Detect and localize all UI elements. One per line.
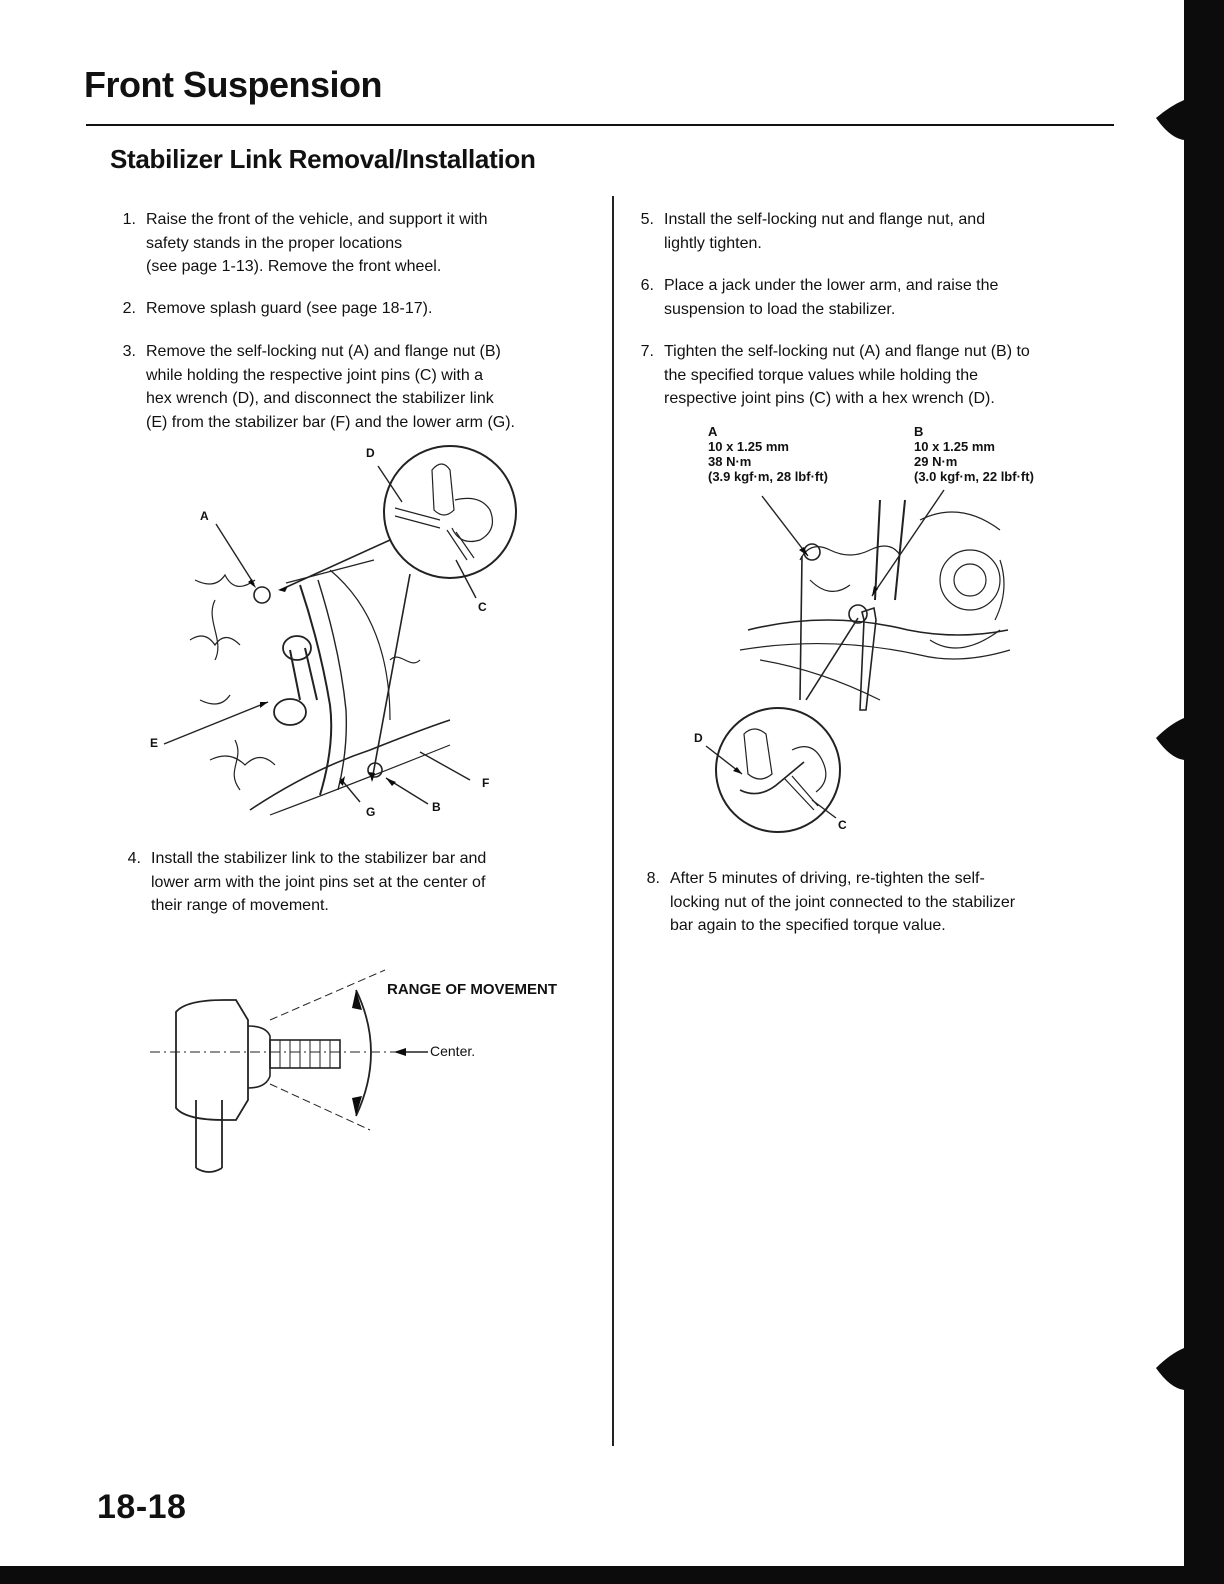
step-number: 7. <box>640 343 654 360</box>
tab-marker-3 <box>1156 1348 1184 1390</box>
figure2-label-d: D <box>694 731 703 745</box>
step-text: Remove splash guard (see page 18-17). <box>146 300 433 317</box>
step-text: Raise the front of the vehicle, and support it with safety stands in the proper locations (see page 1-13). Remove the front wheel. <box>146 211 488 275</box>
range-of-movement-label: RANGE OF MOVEMENT <box>387 981 558 998</box>
step-text: Tighten the self-locking nut (A) and flange nut (B) to the specified torque values while holding the respective joint pins (C) with a hex wrench (D). <box>664 343 1030 407</box>
step-text: Place a jack under the lower arm, and raise the suspension to load the stabilizer. <box>664 277 999 318</box>
figure1-label-f: F <box>482 776 490 790</box>
step-text: Install the stabilizer link to the stabilizer bar and lower arm with the joint pins set at the center of their range of movement. <box>151 850 487 914</box>
step-number: 3. <box>122 343 136 360</box>
procedure-title: Stabilizer Link Removal/Installation <box>110 144 536 174</box>
step-number: 2. <box>122 300 136 317</box>
step-number: 4. <box>127 850 141 867</box>
figure2-label-c: C <box>838 818 847 832</box>
tab-marker-2 <box>1156 718 1184 760</box>
page-number: 18-18 <box>97 1488 187 1526</box>
step-text: Remove the self-locking nut (A) and flange nut (B) while holding the respective joint pins (C) with a hex wrench (D), and disconnect the stabilizer link (E) from the stabilizer bar (F) and the lower arm (G). <box>146 343 515 431</box>
step-number: 8. <box>646 870 660 887</box>
figure1-label-a: A <box>200 509 209 523</box>
figure1-label-e: E <box>150 736 159 750</box>
figure1-label-b: B <box>432 800 441 814</box>
figure1-label-g: G <box>366 805 376 819</box>
figure1-label-d: D <box>366 446 375 460</box>
center-label: Center. <box>430 1043 476 1059</box>
torque-spec-a: A 10 x 1.25 mm 38 N·m (3.9 kgf·m, 28 lbf·ft) <box>708 424 828 484</box>
step-text: Install the self-locking nut and flange nut, and lightly tighten. <box>664 211 986 252</box>
step-number: 1. <box>122 211 136 228</box>
step-text: After 5 minutes of driving, re-tighten the self- locking nut of the joint connected to the stabilizer bar again to the specified torque value. <box>670 870 1016 934</box>
torque-spec-b: B 10 x 1.25 mm 29 N·m (3.0 kgf·m, 22 lbf·ft) <box>914 424 1034 484</box>
figure1-label-c: C <box>478 600 487 614</box>
step-number: 6. <box>640 277 654 294</box>
tab-marker-1 <box>1156 100 1184 140</box>
step-number: 5. <box>640 211 654 228</box>
section-title: Front Suspension <box>84 64 382 105</box>
